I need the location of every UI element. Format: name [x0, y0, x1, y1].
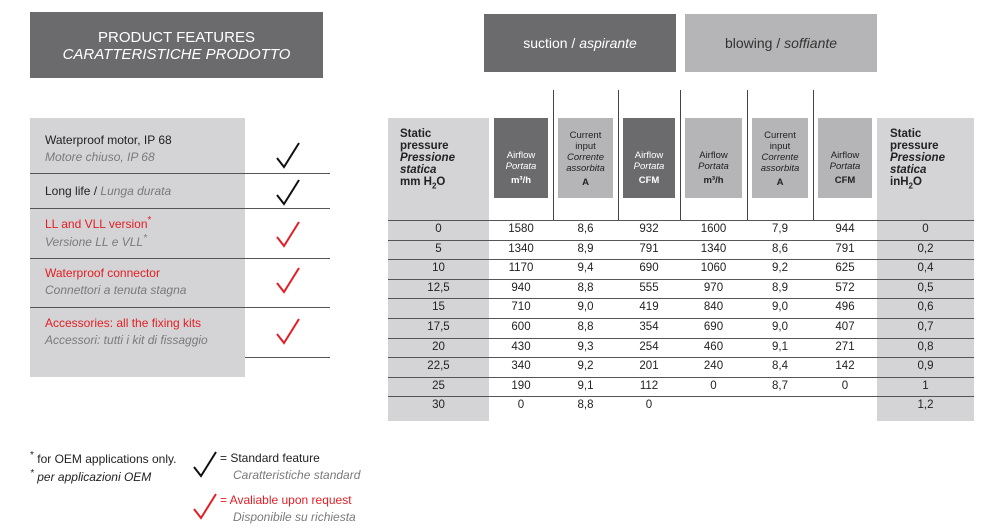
product-features-header: [30, 12, 323, 78]
table-cell: 9,1: [577, 379, 594, 392]
table-cell: 8,6: [772, 242, 788, 255]
table-cell: 1340: [508, 242, 534, 255]
column-divider: [680, 90, 681, 220]
feature-label: Accessories: all the fixing kits: [45, 316, 202, 330]
suction-current-header: Current input Corrente assorbita A: [558, 118, 613, 198]
feature-divider: [30, 208, 330, 209]
table-cell: 201: [639, 360, 659, 373]
product-features-subtitle: CARATTERISTICHE PRODOTTO: [62, 46, 291, 63]
column-divider: [553, 90, 554, 220]
table-cell: 8,8: [577, 321, 594, 333]
table-cell: 840: [703, 301, 724, 314]
table-cell: 8,7: [772, 379, 788, 392]
table-cell: 0,7: [917, 321, 934, 333]
column-divider: [618, 90, 619, 220]
table-cell: 0: [841, 379, 849, 392]
blowing-label: blowing: [724, 35, 773, 51]
check-black-icon: [192, 450, 218, 480]
table-cell: 9,3: [577, 340, 594, 353]
table-cell: 142: [835, 360, 855, 373]
table-cell: 625: [835, 262, 855, 275]
feature-divider: [30, 173, 330, 174]
table-cell: 8,9: [772, 281, 788, 294]
table-cell: 690: [639, 262, 659, 275]
table-cell: 271: [835, 340, 855, 353]
feature-label-it: Motore chiuso, IP 68: [45, 150, 155, 164]
table-cell: 0: [517, 399, 525, 412]
oem-note: * for OEM applications only.: [30, 450, 177, 466]
table-cell: 15: [432, 301, 445, 314]
table-cell: 791: [639, 242, 659, 255]
table-cell: 10: [432, 262, 445, 275]
legend-request-it: Disponibile su richiesta: [233, 510, 356, 524]
table-cell: 25: [432, 379, 445, 392]
table-cell: 9,1: [772, 340, 788, 353]
suction-label: suction: [523, 35, 568, 51]
table-cell: 690: [703, 321, 724, 333]
oem-note-it: * per applicazioni OEM: [30, 468, 152, 484]
table-cell: [752, 396, 808, 415]
table-cell: 9,2: [577, 360, 594, 373]
table-cell: 1340: [700, 242, 727, 255]
check-red-icon: [275, 317, 301, 347]
table-cell: 0: [645, 399, 653, 412]
table-cell: [818, 396, 872, 415]
table-cell: 572: [835, 281, 855, 294]
check-red-icon: [192, 492, 218, 522]
table-cell: 932: [639, 223, 659, 235]
table-cell: 112: [639, 379, 659, 392]
suction-label-it: aspirante: [579, 35, 637, 51]
blowing-label-it: soffiante: [784, 35, 838, 51]
table-cell: 600: [511, 321, 531, 333]
legend-standard-it: Caratteristiche standard: [233, 468, 361, 482]
table-cell: 1170: [508, 262, 534, 275]
table-cell: 8,6: [577, 223, 594, 235]
check-red-icon: [275, 220, 301, 250]
column-divider: [747, 90, 748, 220]
table-cell: 1600: [700, 223, 727, 235]
blowing-airflow-cfm-header: Airflow Portata CFM: [818, 118, 872, 198]
table-cell: 0: [922, 223, 929, 235]
table-cell: 354: [639, 321, 659, 333]
table-cell: 407: [835, 321, 855, 333]
table-cell: 1060: [700, 262, 727, 275]
table-cell: 791: [835, 242, 855, 255]
feature-label: Waterproof motor, IP 68: [45, 133, 172, 147]
feature-label-it: Versione LL e VLL*: [45, 233, 147, 249]
table-cell: 0: [710, 379, 717, 392]
table-cell: 0: [435, 223, 442, 235]
suction-airflow-cfm-header: Airflow Portata CFM: [623, 118, 675, 198]
suction-airflow-m3h-header: Airflow Portata m³/h: [494, 118, 548, 198]
table-cell: 460: [703, 340, 724, 353]
table-cell: 7,9: [772, 223, 788, 235]
legend-request: = Avaliable upon request: [220, 493, 352, 507]
table-cell: 12,5: [427, 281, 450, 294]
table-cell: 0,9: [917, 360, 934, 373]
feature-label: Waterproof connector: [45, 266, 160, 280]
table-cell: 940: [511, 281, 531, 294]
table-cell: 17,5: [427, 321, 450, 333]
table-cell: 1: [922, 379, 929, 392]
table-cell: 240: [703, 360, 724, 373]
table-cell: 1580: [508, 223, 534, 235]
check-black-icon: [275, 141, 301, 171]
table-cell: 944: [835, 223, 855, 235]
check-black-icon: [275, 178, 301, 208]
table-cell: 419: [639, 301, 659, 314]
table-cell: 9,0: [772, 301, 788, 314]
column-divider: [813, 90, 814, 220]
feature-label-it: Connettori a tenuta stagna: [45, 283, 187, 297]
feature-label: LL and VLL version*: [45, 215, 152, 231]
table-cell: 8,8: [577, 281, 594, 294]
feature-divider: [30, 258, 330, 259]
table-cell: 8,8: [577, 399, 594, 412]
table-cell: 20: [432, 340, 445, 353]
table-cell: 340: [511, 360, 531, 373]
table-cell: 555: [639, 281, 659, 294]
blowing-airflow-m3h-header: Airflow Portata m³/h: [685, 118, 742, 198]
table-cell: 0,2: [917, 242, 934, 255]
feature-label-it: Accessori: tutti i kit di fissaggio: [45, 333, 208, 347]
table-cell: [685, 396, 742, 415]
feature-divider: [30, 307, 330, 308]
suction-header: suction / aspirante: [484, 14, 676, 72]
table-cell: 0,5: [917, 281, 934, 294]
blowing-current-header: Current input Corrente assorbita A: [752, 118, 808, 198]
table-cell: 9,0: [772, 321, 788, 333]
table-cell: 9,2: [772, 262, 788, 275]
table-cell: 710: [511, 301, 531, 314]
table-cell: 430: [511, 340, 531, 353]
static-pressure-in-header: Static pressure Pressione statica inH$_2$O: [890, 128, 945, 191]
table-cell: 8,4: [772, 360, 788, 373]
table-cell: 9,4: [577, 262, 594, 275]
blowing-header: blowing / soffiante: [685, 14, 877, 72]
table-cell: 8,9: [577, 242, 594, 255]
legend-standard: = Standard feature: [220, 451, 320, 465]
table-cell: 9,0: [577, 301, 594, 314]
table-cell: 5: [435, 242, 442, 255]
table-cell: 0,8: [917, 340, 934, 353]
table-cell: 0,6: [917, 301, 934, 314]
table-cell: 30: [432, 399, 445, 412]
static-pressure-mm-header: Static pressure Pressione statica mm $H_2O$: [400, 128, 455, 191]
table-cell: 496: [835, 301, 855, 314]
table-cell: 970: [703, 281, 724, 294]
feature-divider: [245, 357, 330, 358]
table-cell: 1,2: [917, 399, 934, 412]
table-cell: 0,4: [917, 262, 934, 275]
product-features-title: PRODUCT FEATURES: [98, 29, 255, 46]
table-cell: 254: [639, 340, 659, 353]
feature-label: Long life / Lunga durata: [45, 184, 172, 198]
table-cell: 190: [511, 379, 531, 392]
table-cell: 22,5: [427, 360, 450, 373]
check-red-icon: [275, 266, 301, 296]
